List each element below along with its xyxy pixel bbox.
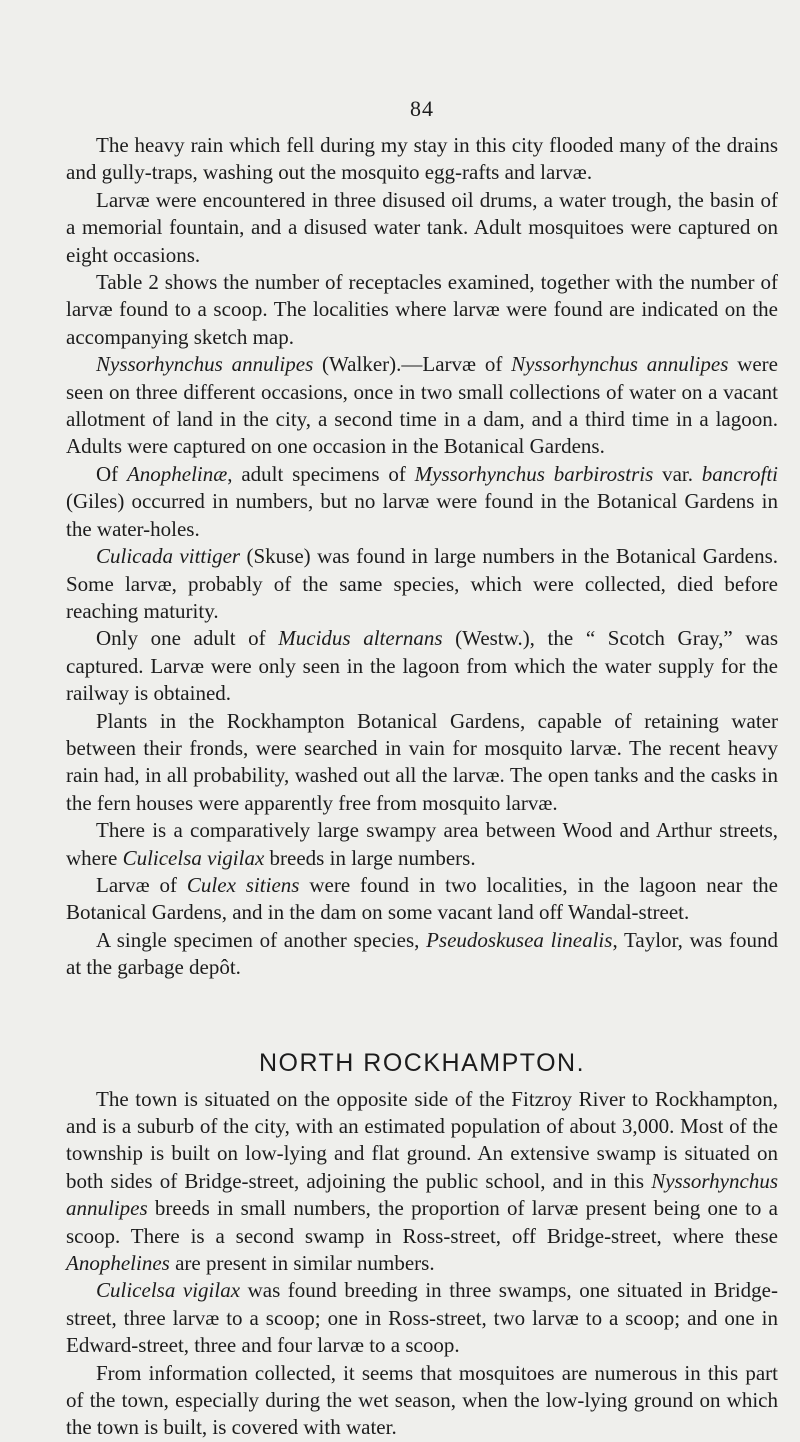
species-name: Culicelsa vigilax — [122, 845, 265, 870]
paragraph — [66, 351, 778, 461]
text-run: (Skuse) was found in large numbers in the Botanical Gardens. Some larvæ, probably of the same species, which were collected, died before reaching maturity. — [66, 544, 778, 623]
body-text — [66, 132, 778, 1442]
text-run: The town is situated on the opposite side of the Fitzroy River to Rockhampton, and is a suburb of the city, with an estimated population of about 3,000. Most of the township is built on low-lying and flat ground. An extensive swamp is situated on both sides of Bridge-street, adjoining the public school, and in this — [66, 1086, 778, 1193]
paragraph — [66, 1360, 778, 1442]
text-run: were seen on three different occasions, once in two small collections of water on a vacant allotment of land in the city, a second time in a dam, and a third time in a lagoon. Adults were captured on one occasion in the Botanical Gardens. — [66, 352, 778, 459]
species-name: Pseudoskusea linealis — [426, 927, 613, 952]
text-run: were found in two localities, in the lagoon near the Botanical Gardens, and in the dam on some vacant land off Wandal-street. — [66, 872, 778, 925]
species-name: Nyssorhynchus annulipes — [96, 352, 314, 377]
page-number: 84 — [410, 96, 434, 121]
paragraph — [66, 1086, 778, 1278]
text-run: breeds in small numbers, the proportion of larvæ present being one to a scoop. There is a second swamp in Ross-street, off Bridge-street, where these — [66, 1196, 778, 1248]
species-name: Anophelines — [66, 1251, 170, 1276]
text-run: (Westw.), the “ Scotch Gray,” was captured. Larvæ were only seen in the lagoon from which the water supply for the railway is obtained. — [66, 626, 779, 706]
paragraph — [66, 461, 778, 543]
paragraphs-bottom — [66, 1086, 778, 1442]
text-run: , adult specimens of — [227, 461, 415, 486]
paragraph — [66, 543, 778, 625]
species-name: Nyssorhynchus annulipes — [66, 1168, 778, 1221]
text-run: Larvæ were encountered in three disused oil drums, a water trough, the basin of a memorial fountain, and a disused water tank. Adult mosquitoes were captured on eight occasions. — [66, 187, 778, 267]
paragraph — [66, 708, 778, 818]
species-name: Anophelinæ — [126, 461, 228, 486]
paragraphs-top — [66, 132, 778, 982]
text-run: Of — [96, 461, 127, 486]
species-name: Culicelsa vigilax — [96, 1278, 241, 1303]
text-run: Plants in the Rockhampton Botanical Gardens, capable of retaining water between their fronds, were searched in vain for mosquito larvæ. The recent heavy rain had, in all probability, washed out all the larvæ. The open tanks and the casks in the fern houses were apparently free from mosquito larvæ. — [66, 708, 778, 815]
species-name: Culicada vittiger — [96, 544, 241, 569]
section-heading: NORTH ROCKHAMPTON. — [258, 1048, 586, 1077]
species-name: bancrofti — [701, 461, 778, 486]
text-run: , Taylor, was found at the garbage depôt. — [66, 927, 779, 980]
species-name: Myssorhynchus barbirostris — [414, 461, 654, 486]
paragraph — [66, 187, 778, 269]
text-run: Table 2 shows the number of receptacles examined, together with the number of larvæ found to a scoop. The localities where larvæ were found are indicated on the accompanying sketch map. — [66, 270, 778, 349]
paragraph — [66, 817, 778, 872]
text-run: Larvæ of — [96, 872, 187, 897]
paragraph — [66, 872, 778, 927]
document-page — [66, 0, 779, 1440]
paragraph — [66, 1277, 778, 1359]
species-name: Mucidus alternans — [278, 626, 443, 651]
paragraph — [66, 927, 778, 982]
text-run: There is a comparatively large swampy area between Wood and Arthur streets, where — [66, 818, 778, 870]
species-name: Nyssorhynchus annulipes — [511, 352, 729, 377]
text-run: The heavy rain which fell during my stay in this city flooded many of the drains and gully-traps, washing out the mosquito egg-rafts and larvæ. — [66, 133, 778, 185]
text-run: was found breeding in three swamps, one situated in Bridge-street, three larvæ to a scoop; one in Ross-street, two larvæ to a scoop; and one in Edward-street, three and four larvæ to a scoop. — [66, 1278, 778, 1358]
text-run: From information collected, it seems that mosquitoes are numerous in this part of the town, especially during the wet season, when the low-lying ground on which the town is built, is covered with water. — [66, 1360, 778, 1440]
text-run: var. — [653, 461, 702, 486]
paragraph — [66, 132, 778, 187]
text-run: Only one adult of — [96, 626, 279, 651]
species-name: Culex sitiens — [186, 872, 300, 897]
text-run: are present in similar numbers. — [169, 1251, 435, 1276]
paragraph — [66, 625, 778, 707]
text-run: breeds in large numbers. — [264, 845, 476, 870]
text-run: (Giles) occurred in numbers, but no larvæ were found in the Botanical Gardens in the water-holes. — [66, 489, 778, 541]
text-run: A single specimen of another species, — [96, 927, 427, 952]
text-run: (Walker).—Larvæ of — [313, 352, 512, 377]
paragraph — [66, 269, 778, 351]
